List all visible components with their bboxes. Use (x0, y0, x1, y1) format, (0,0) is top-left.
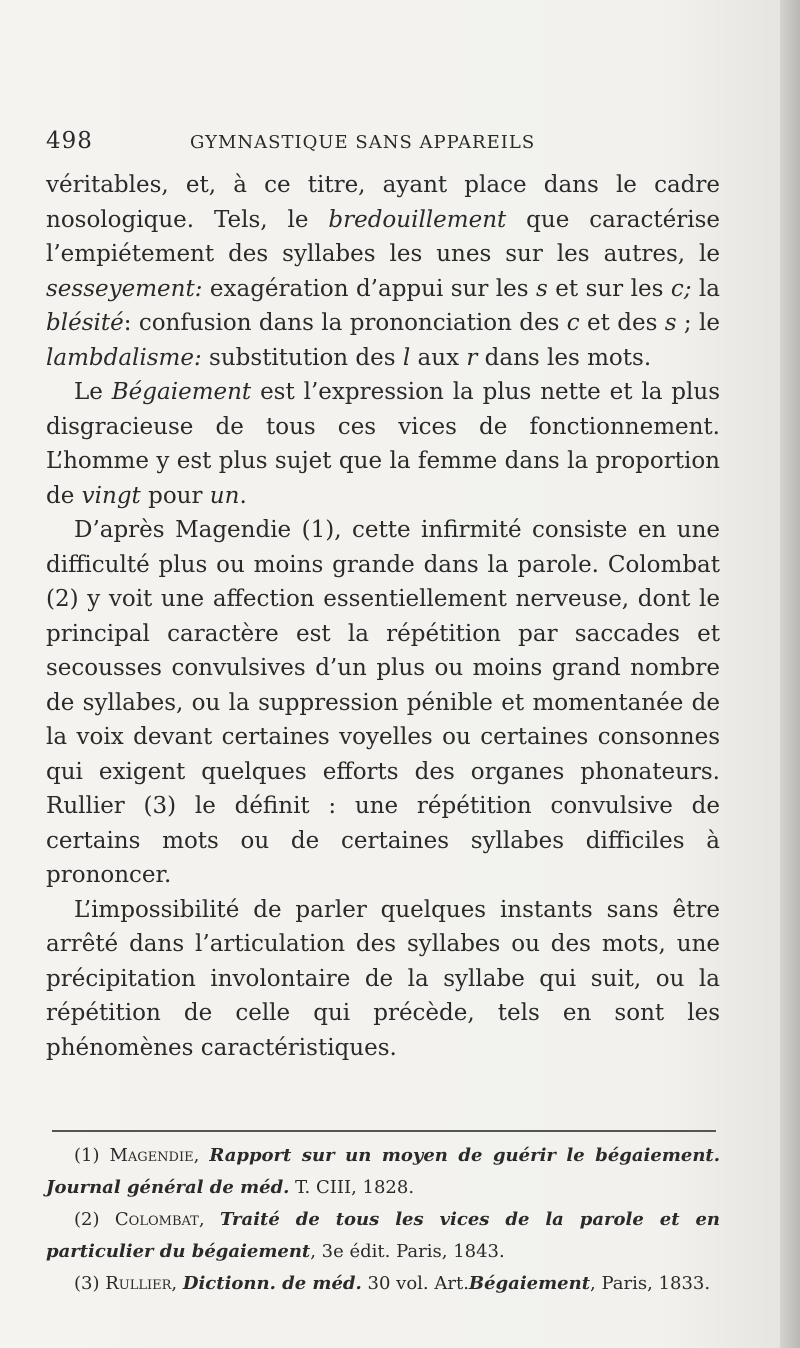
paragraph-segment: ; le (676, 310, 720, 336)
paragraph-segment: est l’expression la plus nette et la plus disgracieuse de tous ces vices de fonctionnement. L’homme y est plus sujet que la femme dans la proportion de (46, 379, 721, 509)
paragraph-segment: et sur les (547, 275, 671, 302)
footnotes (46, 1140, 720, 1300)
paragraph-segment: que caractérise l’empiétement des syllabes les unes sur les autres, le (46, 206, 721, 267)
paragraph (46, 375, 720, 513)
footnote-segment: Traité de tous les vices de la parole et en particulier du bégaiement (46, 1209, 720, 1262)
paragraph-segment: lambdalisme: (46, 344, 202, 371)
paragraph-segment: blésité (46, 310, 124, 336)
paragraph-segment: substitution des (201, 344, 403, 371)
running-title: GYMNASTIQUE SANS APPAREILS (190, 132, 536, 153)
page-edge-shadow (780, 0, 800, 1348)
page-header (46, 128, 726, 158)
footnote-segment: Bégaiement (468, 1273, 591, 1294)
footnote-segment: 30 vol. Art. (361, 1273, 469, 1294)
paragraph-segment: aux (410, 344, 467, 371)
paragraph-segment: l (402, 344, 411, 371)
paragraph (46, 893, 720, 1066)
footnote-segment: Colombat (114, 1209, 199, 1230)
paragraph-segment: s (536, 275, 548, 302)
footnote-segment: (1) (74, 1145, 110, 1166)
footnote-segment: Rapport sur un moyen de guérir le bégaiement. Journal général de méd. (46, 1145, 720, 1198)
paragraph-segment: Bégaiement (111, 379, 252, 405)
footnote (46, 1204, 720, 1268)
footnote (46, 1140, 720, 1204)
paragraph-segment: un (209, 482, 240, 509)
footnote-segment: , (198, 1209, 220, 1230)
paragraph-segment: exagération d’appui sur les (202, 275, 537, 302)
paragraph-segment: D’après Magendie (1), cette infirmité consiste en une difficulté plus ou moins grande dans la parole. Colombat (2) y voit une affection essentiellement nerveuse, dont le principal caractère est la répétition par saccades et secousses convulsives d’un plus ou moins grand nombre de syllabes, ou la suppression pénible et momentanée de la voix devant certaines voyelles ou certaines consonnes qui exigent quelques efforts des organes phonateurs. Rullier (3) le définit : une répétition convulsive de certains mots ou de certaines syllabes difficiles à prononcer. (46, 517, 720, 888)
paragraph-segment: c; (670, 275, 692, 302)
paragraph-segment: r (466, 344, 478, 371)
paragraph-segment: sesseyement: (46, 275, 203, 302)
footnote-segment: T. CIII, 1828. (289, 1177, 415, 1198)
paragraph (46, 513, 720, 893)
paragraph (46, 168, 720, 375)
footnote-segment: , (171, 1273, 183, 1294)
paragraph-segment: et des (579, 310, 665, 336)
paragraph-segment: s (664, 310, 677, 336)
paragraph-segment: . (239, 482, 247, 509)
footnote-rule (52, 1130, 716, 1132)
footnote-segment: , 3e édit. Paris, 1843. (310, 1241, 505, 1262)
paragraph-segment: pour (140, 482, 210, 509)
paragraph-segment: vingt (81, 482, 141, 509)
page-number: 498 (46, 128, 93, 154)
paragraph-segment: c (566, 310, 580, 336)
footnote-segment: Magendie (109, 1145, 194, 1166)
paragraph-segment: bredouillement (328, 206, 507, 233)
footnote-segment: Rullier (105, 1273, 172, 1294)
paragraph-segment: : confusion dans la prononciation des (123, 310, 567, 336)
paragraph-segment: dans les mots. (477, 344, 652, 371)
paragraph-segment: la (691, 275, 720, 302)
footnote-segment: (3) (74, 1273, 106, 1294)
footnote (46, 1268, 720, 1300)
footnote-segment: Dictionn. de méd. (182, 1273, 362, 1294)
paragraph-segment: Le (74, 379, 112, 405)
footnote-segment: , (193, 1145, 210, 1166)
body-text (46, 168, 720, 1065)
footnote-segment: (2) (74, 1209, 115, 1230)
paragraph-segment: L’impossibilité de parler quelques instants sans être arrêté dans l’articulation des syllabes ou des mots, une précipitation involontaire de la syllabe qui suit, ou la répétition de celle qui précède, tels en sont les phénomènes caractéristiques. (46, 896, 720, 1061)
paragraph-segment: véritables, et, à ce titre, ayant place dans le cadre nosologique. Tels, le (46, 172, 720, 233)
footnote-segment: , Paris, 1833. (590, 1273, 711, 1294)
